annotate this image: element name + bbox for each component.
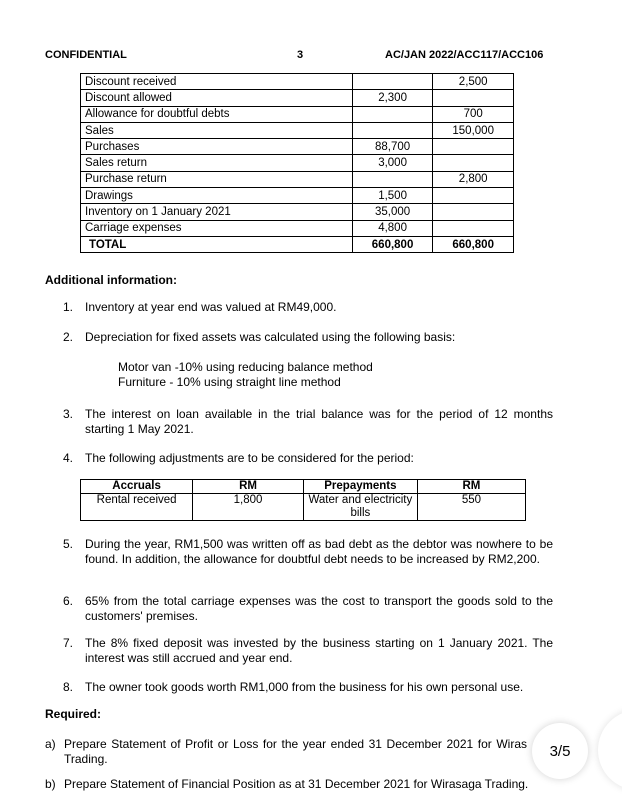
credit-amount: 150,000 <box>433 122 514 138</box>
account-name: Sales return <box>81 155 353 171</box>
required-title: Required: <box>45 707 102 721</box>
account-name: Purchase return <box>81 171 353 187</box>
credit-amount: 700 <box>433 106 514 122</box>
debit-amount: 2,300 <box>352 90 433 106</box>
info-text: The owner took goods worth RM1,000 from the business for his own personal use. <box>85 680 524 694</box>
depreciation-motor-van: Motor van -10% using reducing balance method <box>118 360 373 374</box>
info-number: 6. <box>63 594 74 608</box>
table-row <box>81 139 514 155</box>
debit-amount <box>352 171 433 187</box>
info-item-3 <box>63 407 553 436</box>
water-electricity-bills: Water and electricity bills <box>303 494 417 521</box>
info-number: 1. <box>63 300 74 314</box>
account-name: Purchases <box>81 139 353 155</box>
table-row <box>81 155 514 171</box>
additional-info-title: Additional information: <box>45 273 177 287</box>
required-a-label: a) <box>45 737 56 751</box>
credit-amount <box>433 90 514 106</box>
info-text: The interest on loan available in the trial balance was for the period of 12 months starting 1 May 2021. <box>85 407 553 436</box>
credit-amount <box>433 220 514 236</box>
info-item-4 <box>63 451 553 466</box>
debit-amount: 88,700 <box>352 139 433 155</box>
account-name: Inventory on 1 January 2021 <box>81 204 353 220</box>
debit-amount <box>352 122 433 138</box>
info-number: 4. <box>63 451 74 465</box>
info-text: 65% from the total carriage expenses was the cost to transport the goods sold to the customers' premises. <box>85 594 553 623</box>
account-name: TOTAL <box>81 236 353 252</box>
table-row <box>81 220 514 236</box>
required-a <box>45 737 527 766</box>
depreciation-furniture: Furniture - 10% using straight line method <box>118 375 341 389</box>
table-row <box>81 90 514 106</box>
table-row <box>81 188 514 204</box>
info-item-8 <box>63 680 553 695</box>
account-name: Drawings <box>81 188 353 204</box>
header-prepayments: Prepayments <box>303 480 417 494</box>
water-electricity-amount: 550 <box>417 494 525 521</box>
required-b <box>45 777 565 792</box>
account-name: Allowance for doubtful debts <box>81 106 353 122</box>
info-item-5 <box>63 537 553 566</box>
debit-amount <box>352 74 433 90</box>
debit-amount: 1,500 <box>352 188 433 204</box>
info-item-2 <box>63 330 553 345</box>
debit-amount: 3,000 <box>352 155 433 171</box>
info-number: 8. <box>63 680 74 694</box>
required-b-text: Prepare Statement of Financial Position as at 31 December 2021 for Wirasaga Trading. <box>64 777 529 791</box>
debit-amount: 660,800 <box>352 236 433 252</box>
rental-received: Rental received <box>81 494 193 521</box>
account-name: Discount allowed <box>81 90 353 106</box>
info-item-1 <box>63 300 553 315</box>
debit-amount: 35,000 <box>352 204 433 220</box>
header-confidential: CONFIDENTIAL <box>45 49 127 61</box>
trial-balance-table <box>80 73 514 253</box>
table-row <box>81 204 514 220</box>
account-name: Carriage expenses <box>81 220 353 236</box>
info-item-7 <box>63 636 553 665</box>
adjustments-table <box>80 479 526 521</box>
table-row <box>81 106 514 122</box>
info-item-6 <box>63 594 553 623</box>
header-rm-accruals: RM <box>193 480 304 494</box>
page-indicator-label: 3/5 <box>549 742 571 760</box>
info-text: Inventory at year end was valued at RM49,000. <box>85 300 337 314</box>
info-number: 3. <box>63 407 74 421</box>
table-row <box>81 122 514 138</box>
scroll-handle[interactable] <box>598 710 622 790</box>
credit-amount <box>433 139 514 155</box>
depreciation-basis <box>118 360 373 390</box>
info-number: 7. <box>63 636 74 650</box>
credit-amount <box>433 204 514 220</box>
table-row <box>81 171 514 187</box>
header-accruals: Accruals <box>81 480 193 494</box>
credit-amount <box>433 155 514 171</box>
info-number: 2. <box>63 330 74 344</box>
credit-amount: 660,800 <box>433 236 514 252</box>
page-indicator[interactable] <box>532 723 588 779</box>
page-number: 3 <box>297 49 304 61</box>
credit-amount: 2,500 <box>433 74 514 90</box>
info-number: 5. <box>63 537 74 551</box>
required-b-label: b) <box>45 777 56 791</box>
info-text: During the year, RM1,500 was written off as bad debt as the debtor was nowhere to be found. In addition, the allowance for doubtful debt needs to be increased by RM2,200. <box>85 537 553 566</box>
info-text: The following adjustments are to be considered for the period: <box>85 451 414 465</box>
account-name: Discount received <box>81 74 353 90</box>
info-text: The 8% fixed deposit was invested by the business starting on 1 January 2021. The interest was still accrued and year end. <box>85 636 553 665</box>
debit-amount: 4,800 <box>352 220 433 236</box>
info-text: Depreciation for fixed assets was calculated using the following basis: <box>85 330 456 344</box>
paper-code: AC/JAN 2022/ACC117/ACC106 <box>385 49 544 61</box>
table-row <box>81 236 514 252</box>
account-name: Sales <box>81 122 353 138</box>
rental-received-amount: 1,800 <box>193 494 304 521</box>
debit-amount <box>352 106 433 122</box>
required-a-text: Prepare Statement of Profit or Loss for the year ended 31 December 2021 for Wiras Trading. <box>64 737 527 766</box>
table-row <box>81 74 514 90</box>
credit-amount: 2,800 <box>433 171 514 187</box>
credit-amount <box>433 188 514 204</box>
header-rm-prepayments: RM <box>417 480 525 494</box>
